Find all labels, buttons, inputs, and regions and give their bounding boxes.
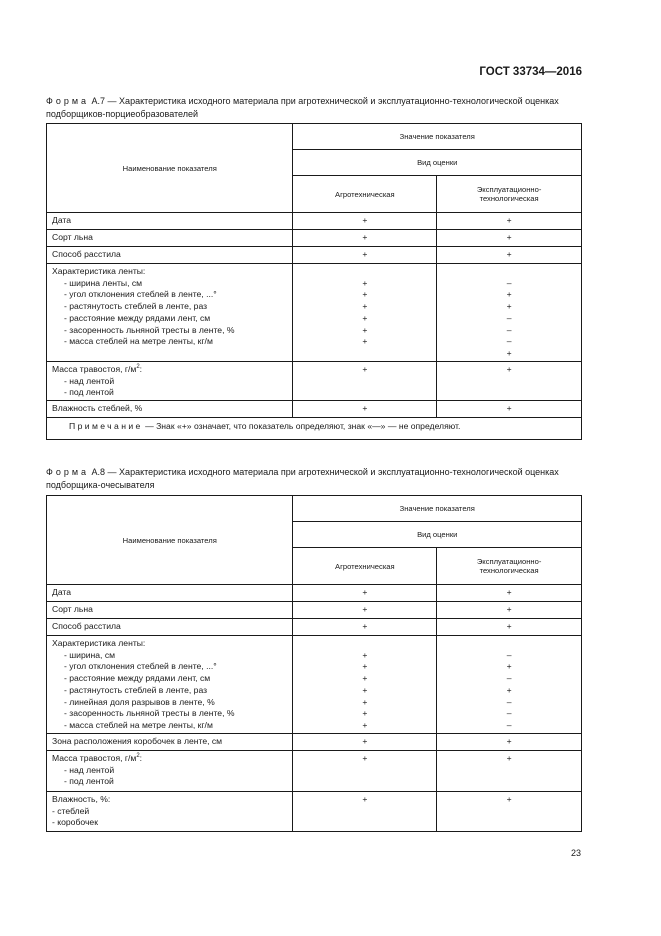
- band-item: - растянутость стеблей в ленте, раз: [64, 301, 208, 312]
- band-agro-marks: [293, 636, 437, 734]
- grass-item: - над лентой: [64, 375, 115, 386]
- oper-mark: +: [437, 585, 582, 602]
- row-name: Сорт льна: [47, 230, 293, 247]
- band-item: - угол отклонения стеблей в ленте, ...°: [64, 289, 217, 300]
- grass-item: - под лентой: [64, 776, 114, 787]
- table-note: [47, 418, 582, 440]
- band-title: Характеристика ленты:: [52, 266, 146, 276]
- table-row: [47, 401, 582, 418]
- row-name: Способ расстила: [47, 247, 293, 264]
- form-a8-caption: [46, 466, 582, 491]
- table-row: [47, 602, 582, 619]
- grass-mass: [47, 362, 293, 401]
- agro-mark: +: [293, 619, 437, 636]
- table-row: [47, 264, 582, 362]
- agro-mark: +: [293, 792, 437, 832]
- agro-mark: +: [362, 661, 368, 672]
- table-row: [47, 636, 582, 734]
- agro-mark: +: [293, 247, 437, 264]
- note-word: Примечание: [69, 421, 143, 431]
- oper-mark: –: [506, 324, 512, 335]
- header-indicator-value: Значение показателя: [293, 496, 582, 522]
- oper-mark: +: [437, 619, 582, 636]
- agro-mark: +: [362, 719, 368, 730]
- band-item: - ширина ленты, см: [64, 277, 143, 288]
- oper-mark: +: [506, 301, 512, 312]
- agro-mark: +: [293, 734, 437, 751]
- oper-mark: +: [437, 247, 582, 264]
- form-a7-table: [46, 123, 582, 440]
- header-assessment-type: Вид оценки: [293, 150, 582, 176]
- oper-mark: –: [506, 708, 512, 719]
- header-agrotechnical: Агротехническая: [293, 176, 437, 213]
- band-item: - засоренность льняной тресты в ленте, %: [64, 324, 235, 335]
- row-name: Сорт льна: [47, 602, 293, 619]
- agro-mark: +: [362, 324, 368, 335]
- oper-mark: –: [506, 649, 512, 660]
- table-row: [47, 230, 582, 247]
- oper-mark: +: [437, 230, 582, 247]
- band-characteristics: [47, 636, 293, 734]
- header-indicator-value: Значение показателя: [293, 124, 582, 150]
- agro-mark: +: [362, 684, 368, 695]
- row-name: Влажность стеблей, %: [47, 401, 293, 418]
- moisture-item: - коробочек: [52, 817, 98, 828]
- oper-mark: +: [437, 734, 582, 751]
- band-item: - засоренность льняной тресты в ленте, %: [64, 708, 235, 719]
- form-a7-caption-text: А.7 — Характеристика исходного материала при агротехнической и эксплуатационно-технологической оценках подборщиков-порциеобразователей: [46, 96, 559, 119]
- agro-mark: +: [362, 312, 368, 323]
- table-row: [47, 751, 582, 792]
- agro-mark: +: [293, 362, 437, 401]
- form-a8-caption-text: А.8 — Характеристика исходного материала при агротехнической и эксплуатационно-технологической оценках подборщика-очесывателя: [46, 467, 559, 490]
- band-oper-marks: [437, 636, 582, 734]
- table-row: [47, 247, 582, 264]
- row-name: Дата: [47, 585, 293, 602]
- agro-mark: +: [293, 401, 437, 418]
- oper-mark: +: [437, 792, 582, 832]
- oper-mark: –: [506, 719, 512, 730]
- agro-mark: +: [362, 277, 368, 288]
- oper-mark: –: [506, 673, 512, 684]
- table-row: [47, 362, 582, 401]
- moisture-item: - стеблей: [52, 805, 90, 816]
- header-assessment-type: Вид оценки: [293, 522, 582, 548]
- header-indicator-name: Наименование показателя: [47, 496, 293, 585]
- band-item: - растянутость стеблей в ленте, раз: [64, 684, 208, 695]
- grass-item: - над лентой: [64, 764, 115, 775]
- band-oper-marks: [437, 264, 582, 362]
- band-characteristics: [47, 264, 293, 362]
- header-operational-line2: технологическая: [479, 194, 539, 203]
- agro-mark: +: [293, 213, 437, 230]
- agro-mark: +: [362, 301, 368, 312]
- moisture: [47, 792, 293, 832]
- oper-mark: –: [506, 696, 512, 707]
- table-row: [47, 734, 582, 751]
- header-operational: [437, 176, 582, 213]
- oper-mark: +: [506, 347, 512, 358]
- oper-mark: +: [506, 289, 512, 300]
- grass-title: Масса травостоя, $г/м^2$:: [52, 753, 143, 763]
- form-a7-caption-prefix: Форма: [46, 96, 90, 106]
- oper-mark: +: [437, 751, 582, 792]
- table-note-row: [47, 418, 582, 440]
- oper-mark: +: [437, 602, 582, 619]
- oper-mark: +: [437, 362, 582, 401]
- band-item: - масса стеблей на метре ленты, кг/м: [64, 336, 213, 347]
- header-operational-line2: технологическая: [479, 566, 539, 575]
- row-name: Дата: [47, 213, 293, 230]
- grass-title: Масса травостоя, $г/м^2$:: [52, 364, 143, 374]
- oper-mark: +: [506, 684, 512, 695]
- agro-mark: +: [293, 751, 437, 792]
- agro-mark: +: [362, 708, 368, 719]
- page-number: 23: [570, 848, 581, 858]
- agro-mark: +: [362, 673, 368, 684]
- agro-mark: +: [362, 649, 368, 660]
- agro-mark: +: [362, 289, 368, 300]
- band-agro-marks: [293, 264, 437, 362]
- band-item: - ширина, см: [64, 649, 116, 660]
- band-item: - расстояние между рядами лент, см: [64, 673, 211, 684]
- grass-mass: [47, 751, 293, 792]
- agro-mark: +: [293, 585, 437, 602]
- oper-mark: –: [506, 312, 512, 323]
- oper-mark: –: [506, 336, 512, 347]
- standard-number: ГОСТ 33734—2016: [479, 66, 582, 78]
- table-row: [47, 619, 582, 636]
- header-agrotechnical: Агротехническая: [293, 548, 437, 585]
- moisture-title: Влажность, %:: [52, 794, 111, 804]
- oper-mark: +: [437, 401, 582, 418]
- oper-mark: –: [506, 277, 512, 288]
- band-item: - угол отклонения стеблей в ленте, ...°: [64, 661, 217, 672]
- row-name: Способ расстила: [47, 619, 293, 636]
- form-a7-caption: [46, 95, 582, 120]
- header-operational: [437, 548, 582, 585]
- band-item: - расстояние между рядами лент, см: [64, 312, 211, 323]
- header-operational-line1: Эксплуатационно-: [476, 185, 542, 194]
- agro-mark: +: [293, 602, 437, 619]
- agro-mark: +: [362, 336, 368, 347]
- grass-item: - под лентой: [64, 387, 114, 398]
- band-item: - линейная доля разрывов в ленте, %: [64, 696, 215, 707]
- table-row: [47, 585, 582, 602]
- table-row: [47, 213, 582, 230]
- header-indicator-name: Наименование показателя: [47, 124, 293, 213]
- form-a8-table: [46, 495, 582, 832]
- band-item: - масса стеблей на метре ленты, кг/м: [64, 719, 213, 730]
- row-name: Зона расположения коробочек в ленте, см: [47, 734, 293, 751]
- band-title: Характеристика ленты:: [52, 638, 146, 648]
- header-operational-line1: Эксплуатационно-: [476, 557, 542, 566]
- agro-mark: +: [362, 696, 368, 707]
- oper-mark: +: [506, 661, 512, 672]
- form-a8-caption-prefix: Форма: [46, 467, 90, 477]
- agro-mark: +: [293, 230, 437, 247]
- oper-mark: +: [437, 213, 582, 230]
- note-text: — Знак «+» означает, что показатель определяют, знак «—» — не определяют.: [142, 421, 461, 431]
- table-row: [47, 792, 582, 832]
